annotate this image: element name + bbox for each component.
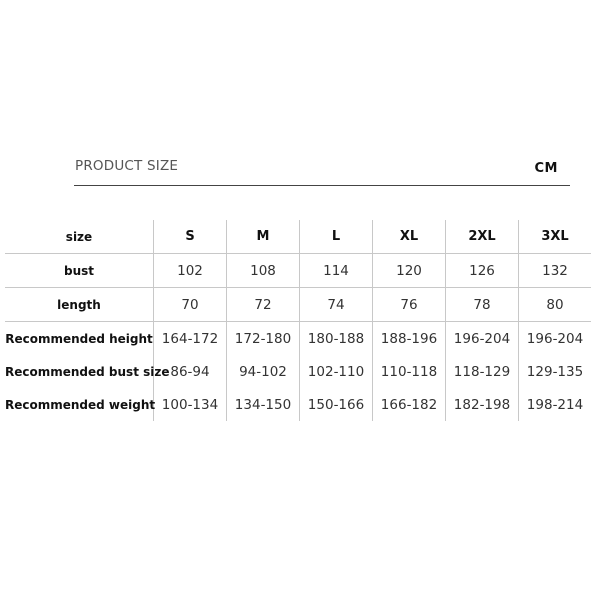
column-header: S [154,220,227,254]
table-cell: 188-196 [373,322,446,356]
table-cell: 164-172 [154,322,227,356]
table-row [5,254,591,288]
page-title: PRODUCT SIZE [75,158,179,174]
table-header-row [5,220,591,254]
table-cell: 94-102 [227,355,300,388]
table-cell: 74 [300,288,373,322]
table-cell: 118-129 [446,355,519,388]
table-cell: 180-188 [300,322,373,356]
table-cell: 120 [373,254,446,288]
table-cell: 196-204 [519,322,592,356]
table-cell: 78 [446,288,519,322]
row-label: bust [5,254,154,288]
table-cell: 86-94 [154,355,227,388]
table-cell: 126 [446,254,519,288]
table-cell: 70 [154,288,227,322]
table-row [5,322,591,356]
table-cell: 134-150 [227,388,300,421]
table-cell: 72 [227,288,300,322]
row-label: Recommended bust size [5,364,170,379]
table-cell: 166-182 [373,388,446,421]
table-cell: 102-110 [300,355,373,388]
column-header: 2XL [446,220,519,254]
corner-label: size [5,220,154,254]
table-cell: 110-118 [373,355,446,388]
table-cell: 100-134 [154,388,227,421]
row-label: Recommended weight [5,397,156,412]
product-size-header [74,155,570,186]
table-cell: 196-204 [446,322,519,356]
column-header: L [300,220,373,254]
table-cell: 198-214 [519,388,592,421]
table-cell: 132 [519,254,592,288]
row-label: length [5,288,154,322]
column-header: XL [373,220,446,254]
table-cell: 102 [154,254,227,288]
unit-label: CM [534,161,558,176]
table-row [5,288,591,322]
row-label: Recommended height [5,331,153,346]
column-header: 3XL [519,220,592,254]
table-cell: 108 [227,254,300,288]
column-header: M [227,220,300,254]
table-row [5,355,591,388]
table-cell: 182-198 [446,388,519,421]
table-cell: 114 [300,254,373,288]
table-cell: 80 [519,288,592,322]
table-cell: 172-180 [227,322,300,356]
size-chart-table [5,220,591,421]
table-cell: 129-135 [519,355,592,388]
table-cell: 150-166 [300,388,373,421]
table-cell: 76 [373,288,446,322]
table-row [5,388,591,421]
